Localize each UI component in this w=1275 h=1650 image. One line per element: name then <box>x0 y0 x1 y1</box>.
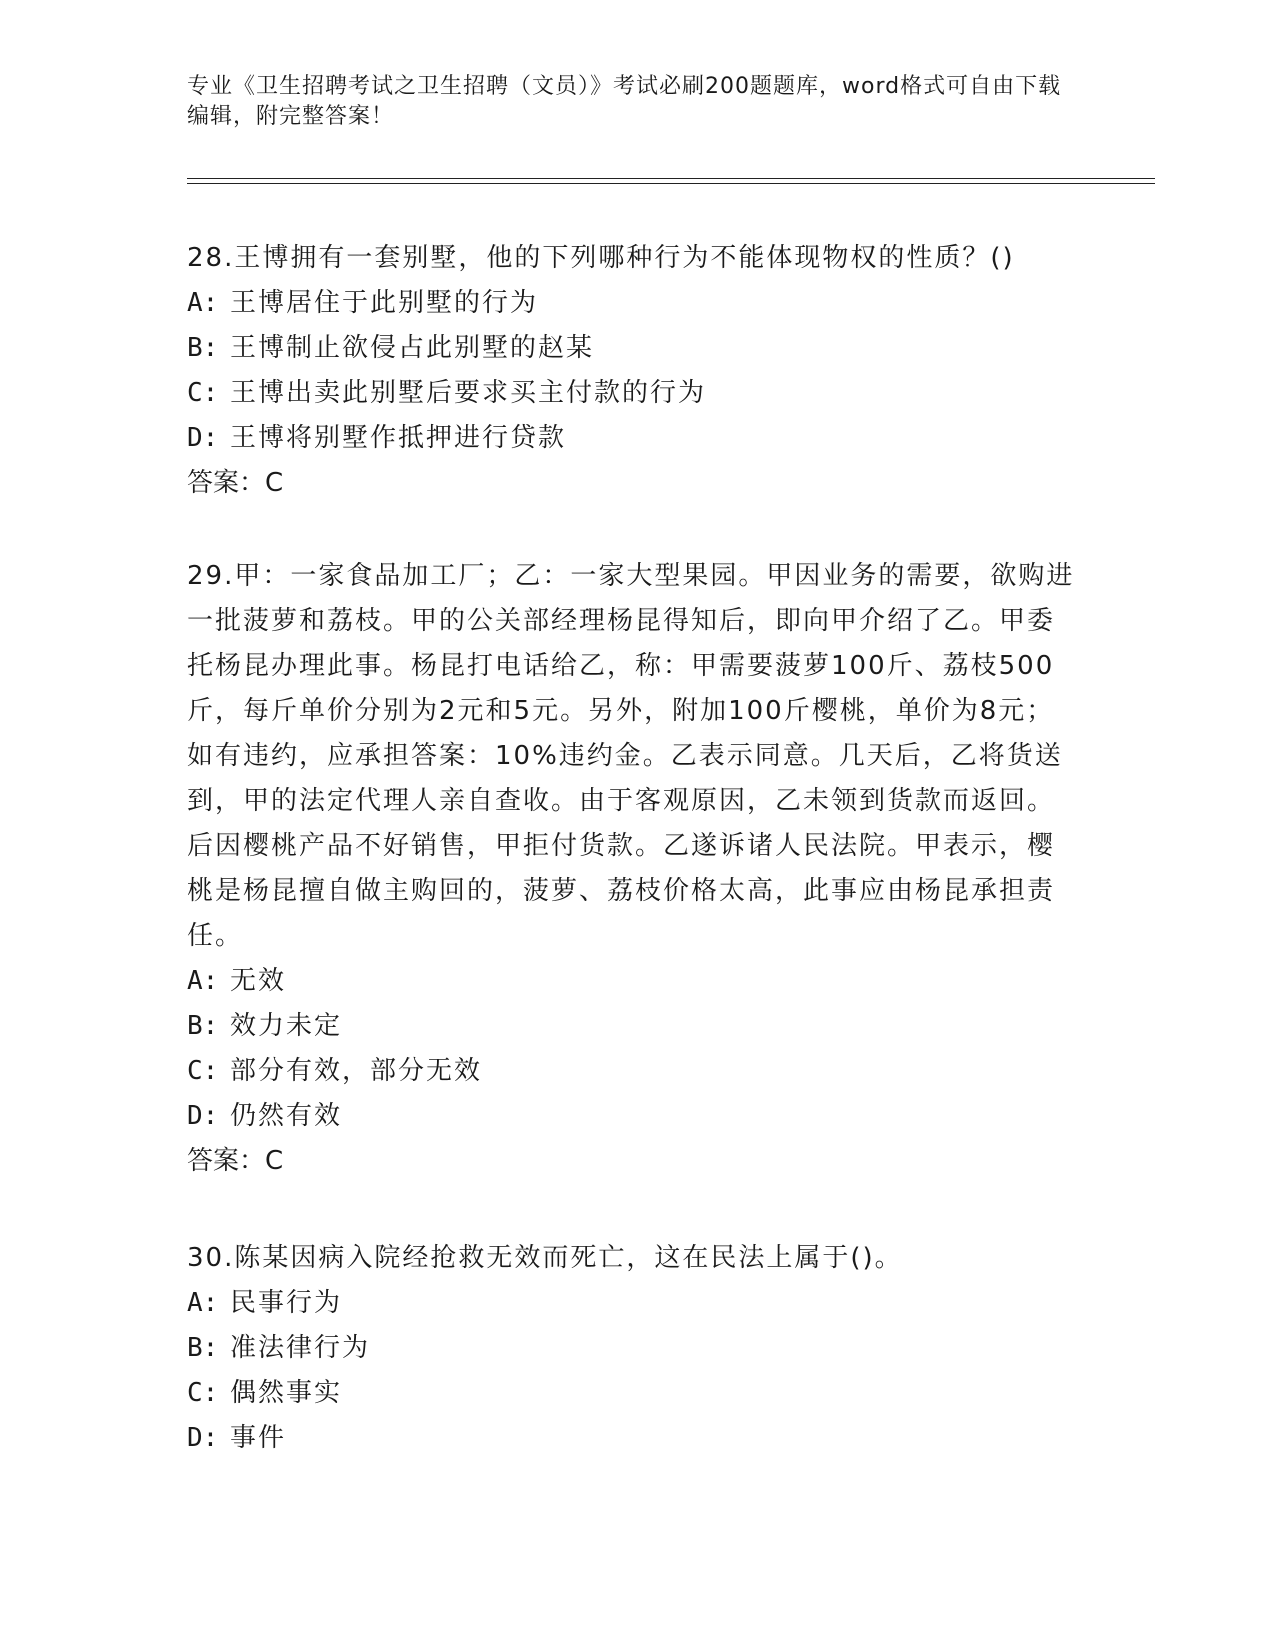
option-letter: A: <box>187 1288 219 1318</box>
option-text: 民事行为 <box>230 1288 343 1318</box>
option-letter: B: <box>187 1333 219 1363</box>
option-b <box>187 1004 1077 1049</box>
option-c <box>187 371 1077 416</box>
option-text: 效力未定 <box>230 1011 343 1041</box>
option-letter: C: <box>187 1378 219 1408</box>
option-letter: C: <box>187 1056 219 1086</box>
question-stem: 29.甲：一家食品加工厂；乙：一家大型果园。甲因业务的需要，欲购进一批菠萝和荔枝。甲的公关部经理杨昆得知后，即向甲介绍了乙。甲委托杨昆办理此事。杨昆打电话给乙，称：甲需要菠萝100斤、荔枝500斤，每斤单价分别为2元和5元。另外，附加100斤樱桃，单价为8元；如有违约，应承担答案：10%违约金。乙表示同意。几天后，乙将货送到，甲的法定代理人亲自查收。由于客观原因，乙未领到货款而返回。后因樱桃产品不好销售，甲拒付货款。乙遂诉诸人民法院。甲表示，樱桃是杨昆擅自做主购回的，菠萝、荔枝价格太高，此事应由杨昆承担责任。 <box>187 561 1075 951</box>
option-text: 王博出卖此别墅后要求买主付款的行为 <box>230 378 707 408</box>
option-letter: A: <box>187 966 219 996</box>
question-stem: 30.陈某因病入院经抢救无效而死亡，这在民法上属于()。 <box>187 1243 903 1273</box>
option-letter: D: <box>187 1101 219 1131</box>
option-b <box>187 1326 1077 1371</box>
option-text: 王博将别墅作抵押进行贷款 <box>230 423 567 453</box>
question-30 <box>187 1236 1077 1461</box>
document-header: 专业《卫生招聘考试之卫生招聘（文员）》考试必刷200题题库，word格式可自由下载编辑，附完整答案！ <box>187 74 1062 129</box>
option-letter: B: <box>187 333 219 363</box>
option-letter: C: <box>187 378 219 408</box>
option-text: 准法律行为 <box>230 1333 371 1363</box>
option-letter: D: <box>187 1423 219 1453</box>
option-letter: B: <box>187 1011 219 1041</box>
question-stem: 28.王博拥有一套别墅，他的下列哪种行为不能体现物权的性质？() <box>187 243 1015 273</box>
option-c <box>187 1049 1077 1094</box>
option-text: 偶然事实 <box>230 1378 343 1408</box>
answer-line: 答案：C <box>187 1146 284 1176</box>
option-letter: A: <box>187 288 219 318</box>
question-28 <box>187 236 1077 506</box>
option-d <box>187 416 1077 461</box>
question-29 <box>187 554 1077 1184</box>
option-d <box>187 1094 1077 1139</box>
header-divider-top <box>187 178 1155 179</box>
option-d <box>187 1416 1077 1461</box>
option-b <box>187 326 1077 371</box>
option-text: 王博制止欲侵占此别墅的赵某 <box>230 333 595 363</box>
option-a <box>187 1281 1077 1326</box>
option-c <box>187 1371 1077 1416</box>
option-text: 仍然有效 <box>230 1101 343 1131</box>
option-a <box>187 959 1077 1004</box>
header-divider-bottom <box>187 183 1155 184</box>
option-a <box>187 281 1077 326</box>
option-letter: D: <box>187 423 219 453</box>
option-text: 王博居住于此别墅的行为 <box>230 288 539 318</box>
option-text: 事件 <box>230 1423 287 1453</box>
answer-line: 答案：C <box>187 468 284 498</box>
option-text: 无效 <box>230 966 287 996</box>
option-text: 部分有效，部分无效 <box>230 1056 483 1086</box>
